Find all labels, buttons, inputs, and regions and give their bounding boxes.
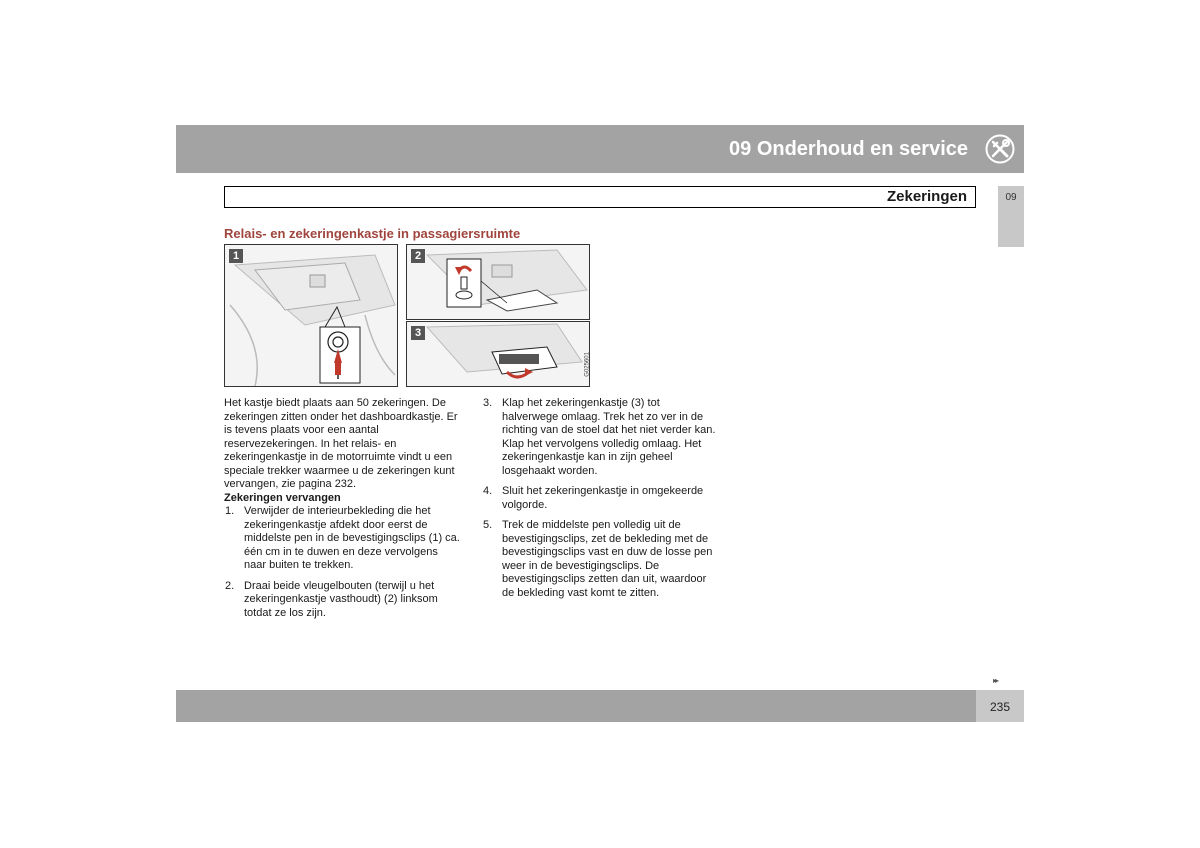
step-number: 2.	[225, 579, 235, 592]
figure-code: G025601	[585, 352, 591, 377]
figure-1-number: 1	[229, 249, 243, 263]
procedure-step	[224, 580, 460, 621]
section-title-box	[224, 186, 976, 208]
procedure-title: Zekeringen vervangen	[224, 491, 341, 504]
procedure-step	[224, 505, 460, 573]
step-text: Trek de middelste pen volledig uit de bevestigingsclips, zet de bekleding met de bevestigingsclips vast en duw de losse pen weer in de bevestigingsclips. De bevestigingsclips zetten dan uit, waardoor de bekleding vast komt te zitten.	[502, 519, 713, 599]
step-number: 5.	[483, 519, 493, 531]
figure-3-number: 3	[411, 326, 425, 340]
page-number-tab	[976, 690, 1024, 722]
left-column	[224, 397, 460, 627]
figure-2-illustration	[407, 245, 589, 319]
step-text: Klap het zekeringenkastje (3) tot halverwege omlaag. Trek het zo ver in de richting van de stoel dat het niet verder kan. Klap het vervolgens volledig omlaag. Het zekeringenkastje kan in zijn geheel losgehaakt worden.	[502, 397, 716, 477]
step-text: Sluit het zekeringenkastje in omgekeerde volgorde.	[502, 485, 704, 511]
figure-3-illustration	[407, 322, 589, 386]
chapter-side-tab	[998, 186, 1024, 247]
step-number: 4.	[483, 485, 493, 497]
step-number: 3.	[483, 397, 493, 409]
step-text: Draai beide vleugelbouten (terwijl u het zekeringenkastje vasthoudt) (2) linksom totdat ze los zijn.	[244, 579, 438, 619]
double-arrow-icon: ▸▸	[993, 676, 998, 685]
subheading: Relais- en zekeringenkastje in passagiersruimte	[224, 226, 521, 241]
step-number: 1.	[225, 505, 235, 517]
figure-1-illustration	[225, 245, 397, 386]
procedure-step	[482, 519, 718, 600]
wrench-icon	[985, 134, 1015, 164]
side-tab-label: 09	[1005, 192, 1017, 203]
procedure-step	[482, 485, 718, 512]
figure-2-number: 2	[411, 249, 425, 263]
footer-bar	[176, 690, 976, 722]
chapter-header-bar	[176, 125, 976, 173]
section-title: Zekeringen	[886, 188, 967, 205]
page-number: 235	[989, 700, 1011, 714]
step-text: Verwijder de interieurbekleding die het zekeringenkastje afdekt door eerst de middelste pen in de bevestigingsclips (1) ca. één cm in te duwen en deze vervolgens naar buiten te trekken.	[244, 505, 460, 571]
figure-2	[406, 244, 590, 320]
figure-1	[224, 244, 398, 387]
right-column	[482, 397, 718, 607]
intro-paragraph: Het kastje biedt plaats aan 50 zekeringen. De zekeringen zitten onder het dashboardkastje. Er is tevens plaats voor een aantal reservezekeringen. In het relais- en zekeringenkastje in de motorruimte vindt u een speciale trekker waarmee u de zekeringen kunt vervangen, zie pagina 232.	[224, 397, 458, 490]
chapter-icon-tab	[976, 125, 1024, 173]
figure-3	[406, 321, 590, 387]
procedure-step	[482, 397, 718, 478]
chapter-title: 09 Onderhoud en service	[729, 138, 968, 160]
